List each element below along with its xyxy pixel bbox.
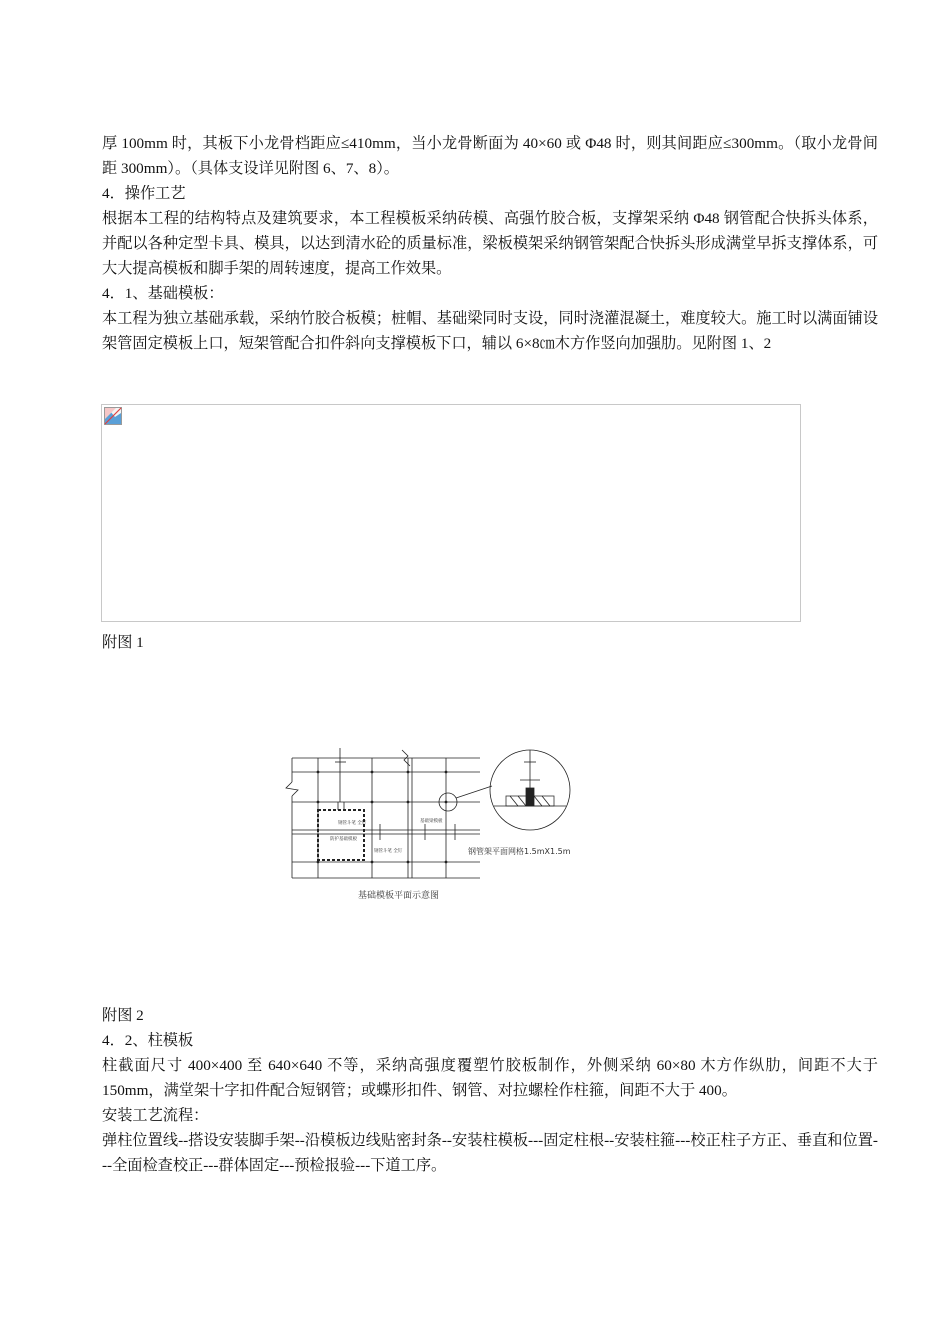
- figure-2-caption: 附图 2: [102, 1007, 144, 1024]
- broken-image-icon: [104, 407, 122, 425]
- paragraph-formwork-system: 根据本工程的结构特点及建筑要求，本工程模板采纳砖模、高强竹胶合板，支撑架采纳 Φ48 钢管配合快拆头体系，并配以各种定型卡具、模具，以达到清水砼的质量标准，梁板模架采纳钢管架配合快拆头形成满堂早拆支撑体系，可大大提高模板和脚手架的周转速度，提高工作效果。: [102, 210, 878, 277]
- heading-operation-process: 4．操作工艺: [102, 185, 186, 202]
- figure-1-image-placeholder: [101, 404, 801, 622]
- figure-2-label-c: 基础梁模板: [420, 819, 443, 824]
- figure-2-label-a: 钢管斗笔 全钉: [338, 821, 367, 826]
- figure-2-foundation-plan-drawing: [280, 740, 600, 910]
- paragraph-column-formwork: 柱截面尺寸 400×400 至 640×640 不等，采纳高强度覆塑竹胶板制作，外侧采纳 60×80 木方作纵肋，间距不大于 150mm，满堂架十字扣件配合短钢管；或蝶形扣件、钢管、对拉螺栓作柱箍，间距不大于 400。: [102, 1057, 878, 1099]
- heading-column-formwork: 4．2、柱模板: [102, 1032, 194, 1049]
- figure-1-caption: 附图 1: [102, 634, 144, 651]
- heading-install-process: 安装工艺流程：: [102, 1107, 209, 1124]
- figure-2-title: 基础模板平面示意图: [358, 891, 440, 901]
- paragraph-joist-spacing: 厚 100mm 时，其板下小龙骨档距应≤410mm，当小龙骨断面为 40×60 或 Φ48 时，则其间距应≤300mm。（取小龙骨间距 300mm）。（具体支设详见附图 6、7、8）。: [102, 135, 878, 177]
- paragraph-foundation-formwork: 本工程为独立基础承载，采纳竹胶合板模；桩帽、基础梁同时支设，同时浇灌混凝土，难度较大。施工时以满面铺设架管固定模板上口，短架管配合扣件斜向支撑模板下口，辅以 6×8㎝木方作竖向加强肋。见附图 1、2: [102, 310, 878, 352]
- paragraph-install-steps: 弹柱位置线--搭设安装脚手架--沿模板边线贴密封条--安装柱模板---固定柱根--安装柱箍---校正柱子方正、垂直和位置---全面检查校正---群体固定---预检报验---下道工序。: [102, 1132, 878, 1174]
- figure-2-grid-label: 钢管架平面网格1.5mX1.5m: [468, 847, 571, 856]
- figure-2-label-b: 防护基础模板: [330, 837, 357, 842]
- figure-2-label-d: 钢管斗笔 全钉: [374, 849, 403, 854]
- heading-foundation-formwork: 4．1、基础模板：: [102, 285, 224, 302]
